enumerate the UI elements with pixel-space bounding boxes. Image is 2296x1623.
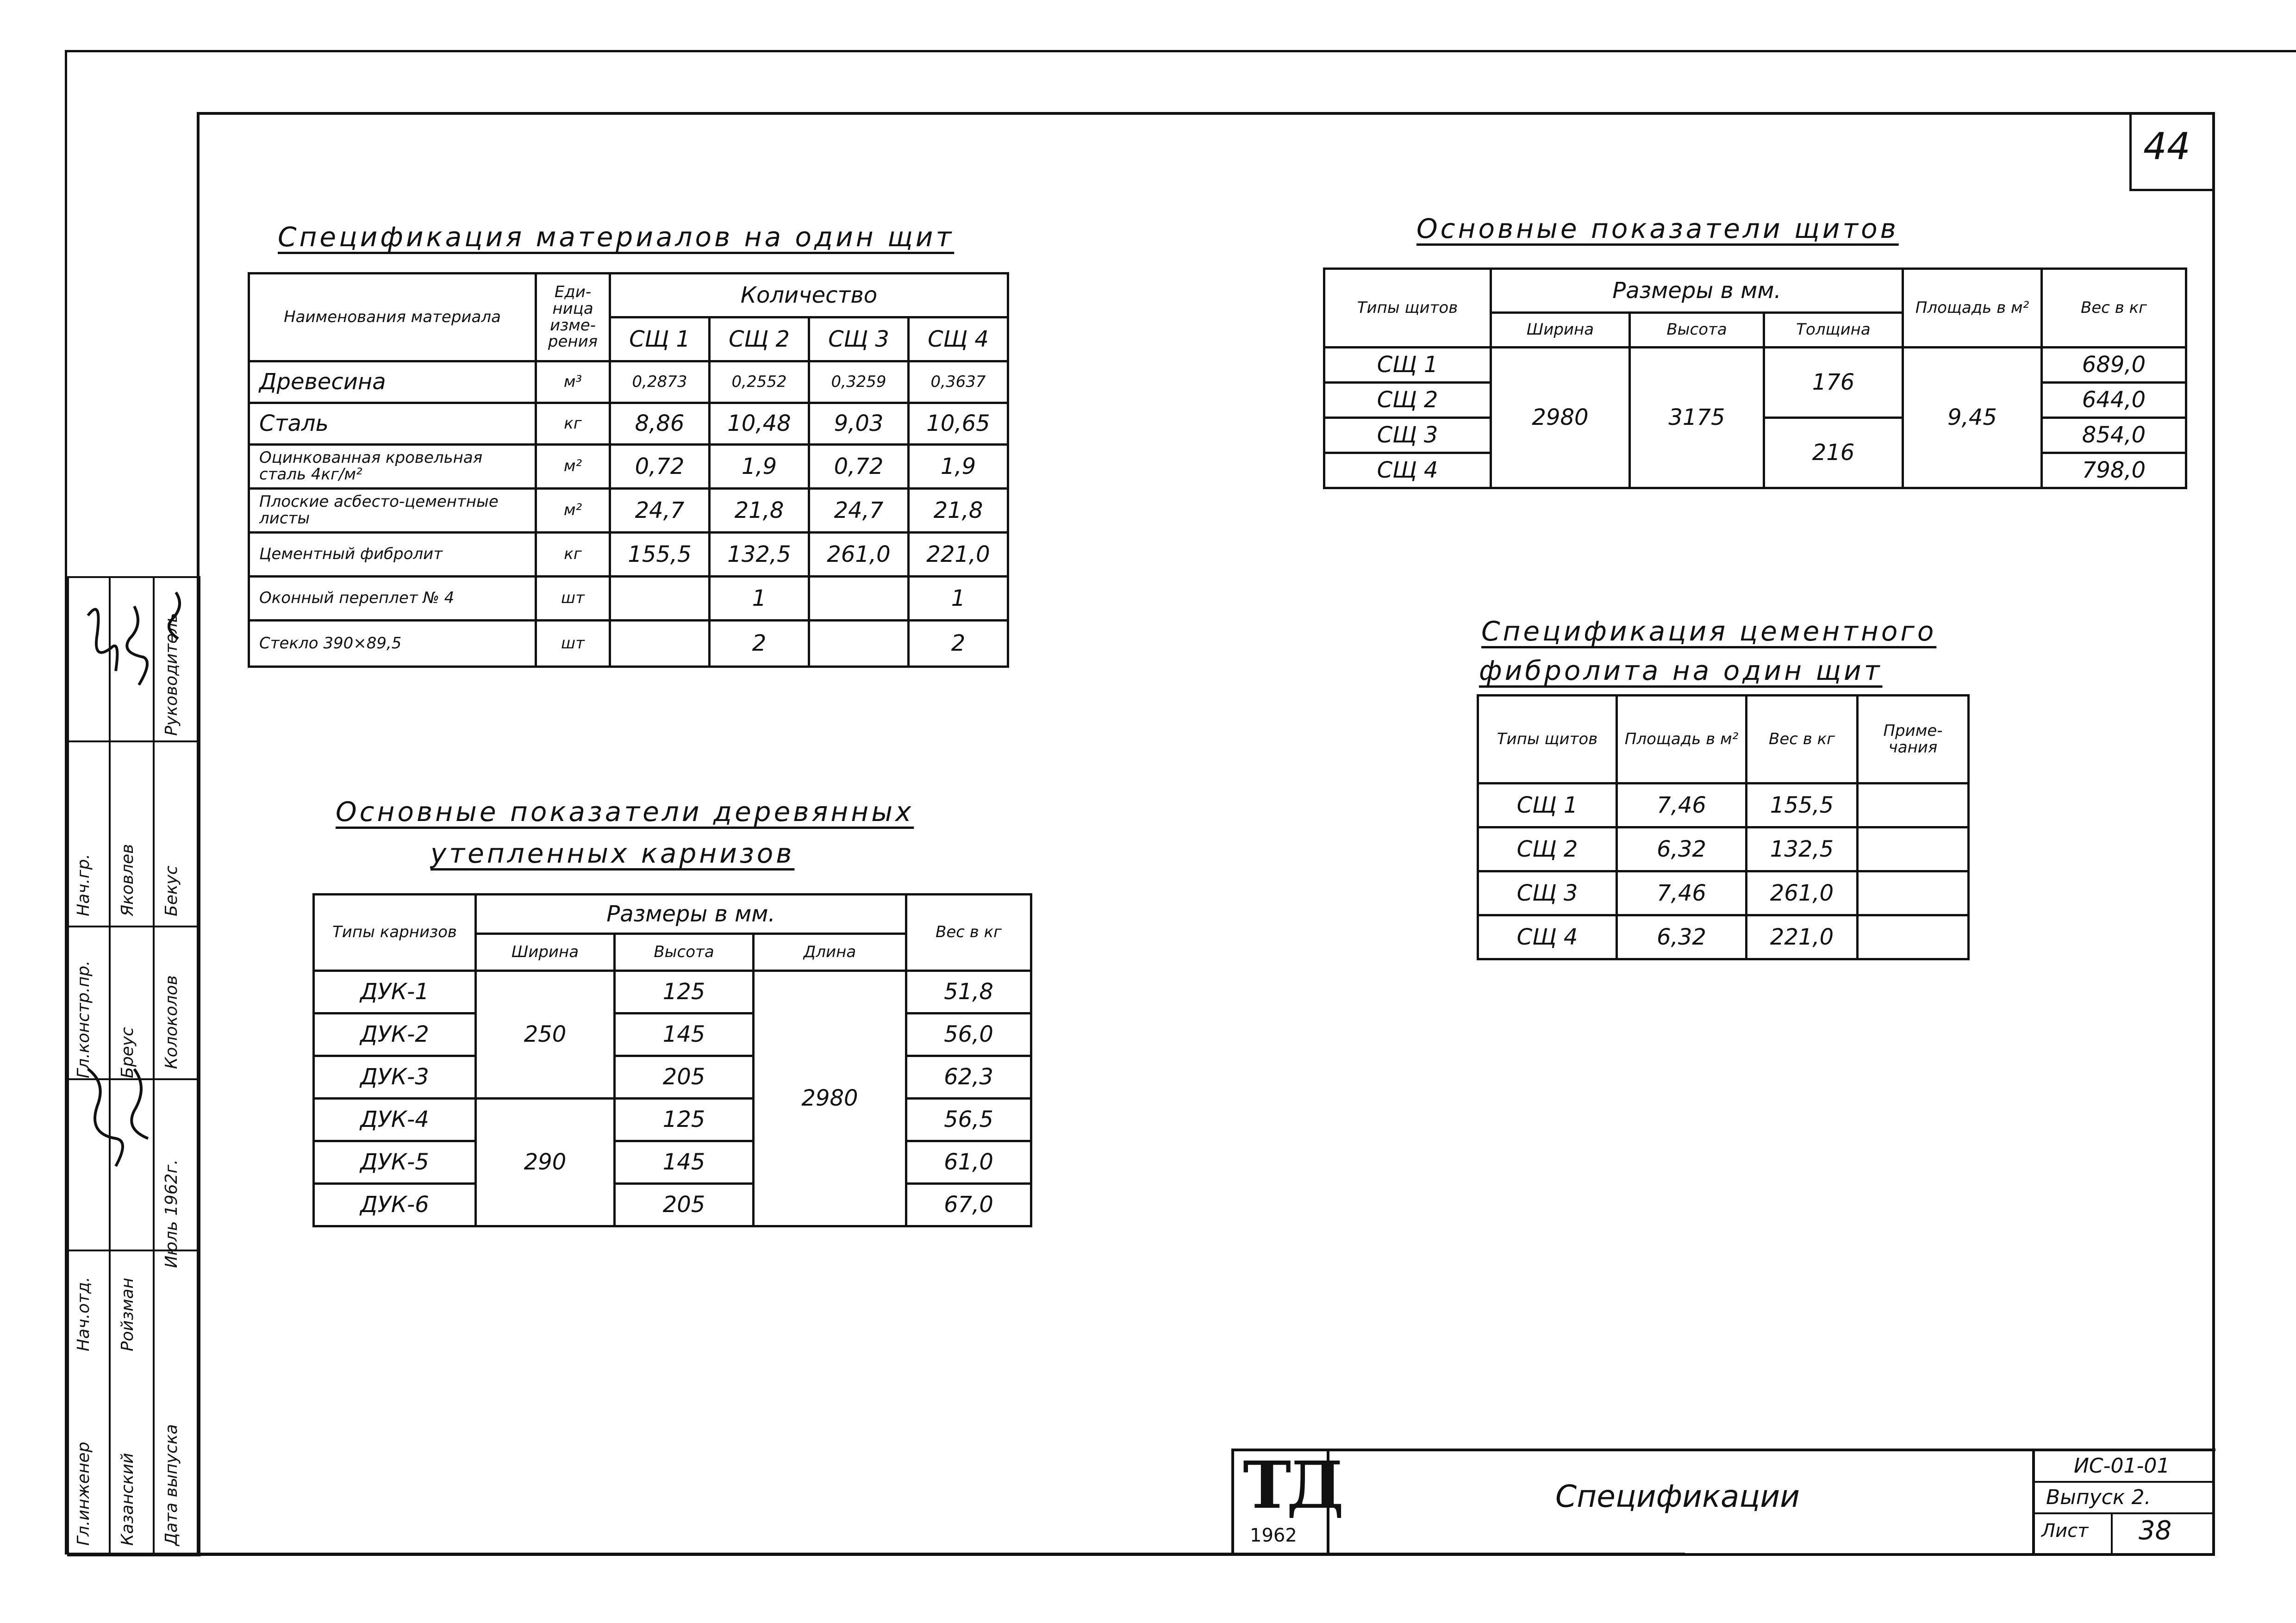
eaves-height: 145 <box>615 1141 754 1184</box>
panels-col-width: Ширина <box>1491 313 1630 348</box>
sheet-divider <box>2111 1512 2113 1553</box>
fibrolite-note <box>1858 827 1969 871</box>
material-name: Оконный переплет № 4 <box>249 577 536 621</box>
fibrolite-title-line1: Спецификация цементного <box>1481 616 1937 647</box>
material-unit: кг <box>536 533 610 577</box>
signature-4 <box>131 1069 148 1138</box>
panels-col-height: Высота <box>1630 313 1764 348</box>
material-value <box>610 621 710 667</box>
panels-area: 9,45 <box>1903 348 2042 488</box>
fibrolite-table <box>1477 694 1970 960</box>
materials-type-2: СЩ 2 <box>710 317 809 361</box>
panels-col-thick: Толщина <box>1764 313 1903 348</box>
material-value: 261,0 <box>809 533 909 577</box>
material-value: 155,5 <box>610 533 710 577</box>
eaves-col-type: Типы карнизов <box>314 895 476 971</box>
material-value: 2 <box>710 621 809 667</box>
material-value: 0,2552 <box>710 361 809 403</box>
eaves-table <box>312 893 1032 1227</box>
eaves-type: ДУК-3 <box>314 1056 476 1099</box>
stamp-date-label: Дата выпуска <box>162 1424 181 1546</box>
panels-type: СЩ 3 <box>1324 418 1491 453</box>
stamp-extra: Руководитель <box>162 613 181 736</box>
material-value: 1,9 <box>909 445 1008 489</box>
material-name: Древесина <box>249 361 536 403</box>
eaves-weight: 61,0 <box>906 1141 1031 1184</box>
stamp-extra: Колоколов <box>162 975 181 1069</box>
eaves-weight: 67,0 <box>906 1184 1031 1226</box>
eaves-type: ДУК-1 <box>314 971 476 1014</box>
fibrolite-weight: 132,5 <box>1747 827 1858 871</box>
material-value: 21,8 <box>710 489 809 533</box>
stamp-date: Июль 1962г. <box>162 1159 181 1268</box>
material-value: 0,3259 <box>809 361 909 403</box>
panels-weight: 854,0 <box>2042 418 2186 453</box>
fibrolite-note <box>1858 915 1969 959</box>
fibrolite-weight: 261,0 <box>1747 871 1858 915</box>
panels-table <box>1323 267 2187 489</box>
eaves-width-b: 290 <box>476 1099 615 1226</box>
materials-table <box>248 272 1009 668</box>
sheet-label: Лист <box>2041 1520 2089 1542</box>
stamp-person: Казанский <box>118 1453 137 1546</box>
material-value: 24,7 <box>610 489 710 533</box>
panels-col-type: Типы щитов <box>1324 269 1491 348</box>
fibrolite-weight: 221,0 <box>1747 915 1858 959</box>
eaves-col-height: Высота <box>615 934 754 971</box>
eaves-col-weight: Вес в кг <box>906 895 1031 971</box>
eaves-type: ДУК-2 <box>314 1014 476 1056</box>
material-value: 132,5 <box>710 533 809 577</box>
eaves-weight: 56,0 <box>906 1014 1031 1056</box>
material-value: 24,7 <box>809 489 909 533</box>
eaves-height: 125 <box>615 1099 754 1141</box>
material-unit: м² <box>536 489 610 533</box>
fibrolite-note <box>1858 871 1969 915</box>
eaves-title-line1: Основные показатели деревянных <box>336 796 914 827</box>
drawing-code: ИС-01-01 <box>2074 1454 2170 1478</box>
eaves-height: 205 <box>615 1184 754 1226</box>
panels-col-weight: Вес в кг <box>2042 269 2186 348</box>
material-value: 0,2873 <box>610 361 710 403</box>
frame-right <box>2212 112 2215 1556</box>
material-value: 10,65 <box>909 403 1008 445</box>
panels-type: СЩ 1 <box>1324 348 1491 383</box>
material-name: Оцинкованная кровельная сталь 4кг/м² <box>249 445 536 489</box>
material-value: 10,48 <box>710 403 809 445</box>
fibrolite-col-type: Типы щитов <box>1478 696 1617 784</box>
panels-weight: 644,0 <box>2042 383 2186 418</box>
stamp-person: Яковлев <box>118 844 137 916</box>
stamp-person: Бреус <box>118 1027 137 1078</box>
eaves-weight: 51,8 <box>906 971 1031 1014</box>
panels-title: Основные показатели щитов <box>1416 213 1899 244</box>
panels-width: 2980 <box>1491 348 1630 488</box>
panels-type: СЩ 2 <box>1324 383 1491 418</box>
eaves-width-a: 250 <box>476 971 615 1099</box>
code-divider-1 <box>2032 1481 2213 1483</box>
materials-type-4: СЩ 4 <box>909 317 1008 361</box>
sheet-number: 38 <box>2139 1516 2172 1546</box>
fibrolite-weight: 155,5 <box>1747 784 1858 827</box>
eaves-type: ДУК-4 <box>314 1099 476 1141</box>
fibrolite-col-area: Площадь в м² <box>1617 696 1747 784</box>
panels-weight: 798,0 <box>2042 453 2186 488</box>
material-unit: шт <box>536 577 610 621</box>
material-value: 221,0 <box>909 533 1008 577</box>
fibrolite-col-note: Приме-чания <box>1858 696 1969 784</box>
material-value <box>610 577 710 621</box>
materials-title: Спецификация материалов на один щит <box>278 221 955 253</box>
eaves-height: 205 <box>615 1056 754 1099</box>
eaves-title-line2: утепленных карнизов <box>430 838 795 869</box>
material-name: Плоские асбесто-цементные листы <box>249 489 536 533</box>
stamp-extra: Бекус <box>162 865 181 916</box>
eaves-type: ДУК-6 <box>314 1184 476 1226</box>
panels-thick-a: 176 <box>1764 348 1903 418</box>
eaves-weight: 62,3 <box>906 1056 1031 1099</box>
signature-scribbles <box>69 578 194 1550</box>
materials-col-unit: Еди-ница изме-рения <box>536 274 610 361</box>
materials-type-1: СЩ 1 <box>610 317 710 361</box>
page-number: 44 <box>2143 125 2190 168</box>
fibrolite-area: 7,46 <box>1617 784 1747 827</box>
stamp-role: Нач.отд. <box>74 1276 93 1351</box>
signature-5 <box>169 592 180 639</box>
fibrolite-type: СЩ 4 <box>1478 915 1617 959</box>
material-name: Цементный фибролит <box>249 533 536 577</box>
logo: ТД <box>1243 1448 1340 1524</box>
material-unit: кг <box>536 403 610 445</box>
eaves-col-dims: Размеры в мм. <box>476 895 906 934</box>
material-unit: м² <box>536 445 610 489</box>
materials-col-qty: Количество <box>610 274 1008 317</box>
material-value: 0,3637 <box>909 361 1008 403</box>
fibrolite-type: СЩ 2 <box>1478 827 1617 871</box>
material-unit: шт <box>536 621 610 667</box>
frame-top <box>197 112 2215 115</box>
panels-weight: 689,0 <box>2042 348 2186 383</box>
outer-frame-top <box>65 50 2296 52</box>
stamp-person: Ройзман <box>118 1277 137 1351</box>
fibrolite-type: СЩ 1 <box>1478 784 1617 827</box>
material-value: 1,9 <box>710 445 809 489</box>
fibrolite-area: 7,46 <box>1617 871 1747 915</box>
logo-year: 1962 <box>1250 1525 1297 1546</box>
fibrolite-title-line2: фибролита на один щит <box>1479 655 1883 686</box>
eaves-weight: 56,5 <box>906 1099 1031 1141</box>
material-value: 0,72 <box>809 445 909 489</box>
eaves-col-length: Длина <box>754 934 906 971</box>
fibrolite-type: СЩ 3 <box>1478 871 1617 915</box>
signature-2 <box>127 606 147 685</box>
material-value: 2 <box>909 621 1008 667</box>
eaves-height: 145 <box>615 1014 754 1056</box>
drawing-name: Спецификации <box>1555 1479 1800 1514</box>
material-value: 1 <box>710 577 809 621</box>
panels-height: 3175 <box>1630 348 1764 488</box>
eaves-col-width: Ширина <box>476 934 615 971</box>
signature-1 <box>88 609 117 671</box>
materials-col-name: Наименования материала <box>249 274 536 361</box>
eaves-height: 125 <box>615 971 754 1014</box>
material-name: Стекло 390×89,5 <box>249 621 536 667</box>
eaves-length: 2980 <box>754 971 906 1226</box>
stamp-role: Гл.инженер <box>74 1442 93 1546</box>
panels-type: СЩ 4 <box>1324 453 1491 488</box>
material-unit: м³ <box>536 361 610 403</box>
material-name: Сталь <box>249 403 536 445</box>
material-value: 21,8 <box>909 489 1008 533</box>
fibrolite-note <box>1858 784 1969 827</box>
panels-col-dims: Размеры в мм. <box>1491 269 1903 313</box>
eaves-type: ДУК-5 <box>314 1141 476 1184</box>
fibrolite-col-weight: Вес в кг <box>1747 696 1858 784</box>
material-value <box>809 621 909 667</box>
fibrolite-area: 6,32 <box>1617 827 1747 871</box>
stamp-role: Гл.констр.пр. <box>74 960 93 1078</box>
panels-thick-b: 216 <box>1764 418 1903 488</box>
panels-col-area: Площадь в м² <box>1903 269 2042 348</box>
material-value: 1 <box>909 577 1008 621</box>
stamp-role: Нач.гр. <box>74 853 93 916</box>
material-value: 0,72 <box>610 445 710 489</box>
material-value <box>809 577 909 621</box>
materials-type-3: СЩ 3 <box>809 317 909 361</box>
code-divider-2 <box>2032 1512 2213 1514</box>
signature-3 <box>88 1069 123 1166</box>
issue-label: Выпуск 2. <box>2046 1486 2151 1509</box>
material-value: 8,86 <box>610 403 710 445</box>
fibrolite-area: 6,32 <box>1617 915 1747 959</box>
material-value: 9,03 <box>809 403 909 445</box>
